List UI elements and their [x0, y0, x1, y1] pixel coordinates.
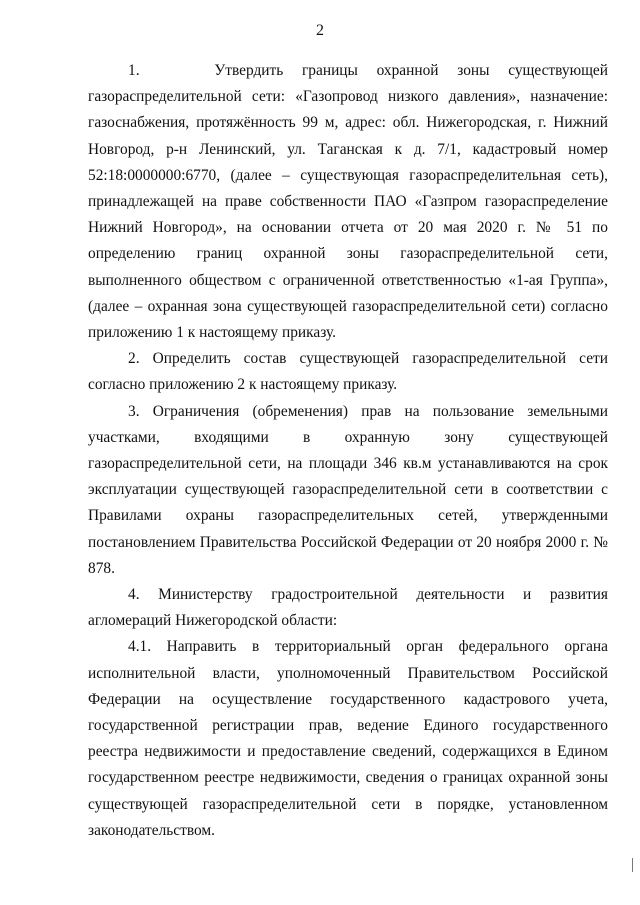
paragraph-1-approve-boundaries: 1. Утвердить границы охранной зоны существующей газораспределительной сети: «Газопровод низкого давления», назначение: газоснабжения, протяжённость 99 м, адрес: обл. Нижегородская, г. Нижний Новгород, р-н Ленинский, ул. Таганская к д. 7/1, кадастровый номер 52:18:0000000:6770, (далее – существующая газораспределительная сеть), принадлежащей на праве собственности ПАО «Газпром газораспределение Нижний Новгород», на основании отчета от 20 мая 2020 г. № 51 по определению границ охранной зоны газораспределительной сети, выполненного обществом с ограниченной ответственностью «1-ая Группа», (далее – охранная зона существующей газораспределительной сети) согласно приложению 1 к настоящему приказу. [88, 62, 608, 342]
paragraph-2-network-composition: 2. Определить состав существующей газораспределительной сети согласно приложению 2 к настоящему приказу. [88, 350, 608, 394]
paragraph-3-land-restrictions: 3. Ограничения (обременения) прав на пользование земельными участками, входящими в охранную зону существующей газораспределительной сети, на площади 346 кв.м устанавливаются на срок эксплуатации существующей газораспределительной сети в соответствии с Правилами охраны газораспределительных сетей, утвержденными постановлением Правительства Российской Федерации от 20 ноября 2000 г. № 878. [88, 402, 608, 577]
document-body [88, 58, 608, 844]
paragraph-4-1-send-information: 4.1. Направить в территориальный орган федерального органа исполнительной власти, уполномоченный Правительством Российской Федерации на осуществление государственного кадастрового учета, государственной регистрации прав, ведение Единого государственного реестра недвижимости и предоставление сведений, содержащихся в Едином государственном реестре недвижимости, сведения о границах охранной зоны существующей газораспределительной сети в порядке, установленном законодательством. [88, 638, 608, 839]
scan-edge-mark [632, 858, 633, 872]
paragraph-4-ministry-instruction: 4. Министерству градостроительной деятельности и развития агломераций Нижегородской области: [88, 586, 608, 630]
page-number: 2 [316, 22, 324, 39]
